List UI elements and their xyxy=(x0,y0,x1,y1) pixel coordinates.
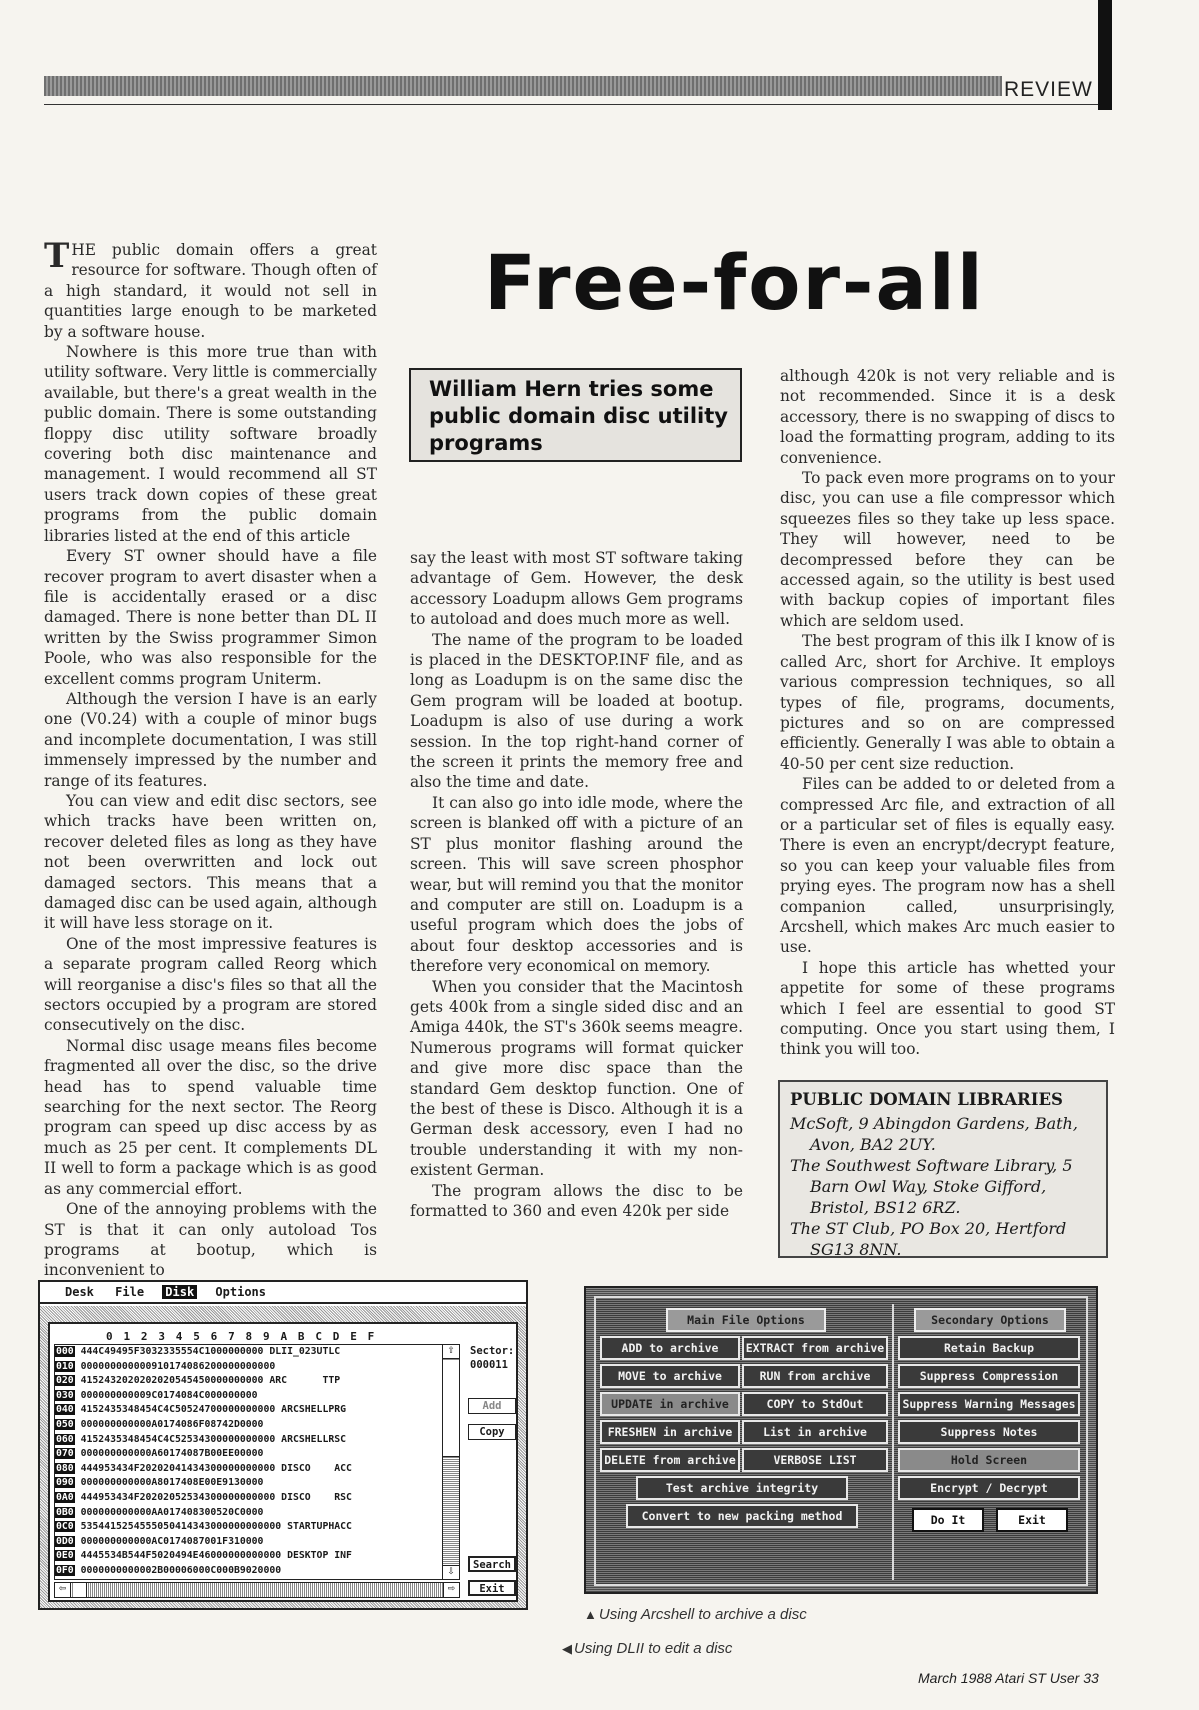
menu-options[interactable]: Options xyxy=(215,1285,266,1299)
hex-bytes: 000000000000AA017408300520C0000 xyxy=(80,1506,264,1518)
hex-bytes: 4445534B544F5020494E46000000000000 xyxy=(80,1550,282,1562)
hex-bytes: 4152432020202020545450000000000 xyxy=(80,1375,264,1387)
paragraph: One of the annoying problems with the ST is that it can only autoload Tos programs at bootup, which is inconvenient to xyxy=(44,1200,377,1280)
verbose-list-button[interactable]: VERBOSE LIST xyxy=(742,1448,888,1472)
drop-cap: T xyxy=(44,236,70,276)
headline: Free-for-all xyxy=(484,238,985,327)
add-to-archive-button[interactable]: ADD to archive xyxy=(600,1336,740,1360)
paragraph: The program allows the disc to be formatted to 360 and even 420k per side xyxy=(410,1181,743,1220)
scroll-down-arrow-icon[interactable]: ⇩ xyxy=(443,1565,459,1579)
hex-bytes: 444953434F20202052534300000000000 xyxy=(80,1491,276,1503)
hex-address: 070 xyxy=(56,1448,74,1460)
paragraph: It can also go into idle mode, where the screen is blanked off with a picture of an ST plus monitor flashing around the screen. This will save screen phosphor wear, but will remind you that the monitor and computer are still on. Loadupm is a useful program which does the jobs of about four desktop accessories and is therefore very economical on memory. xyxy=(410,793,743,976)
paragraph: Files can be added to or deleted from a compressed Arc file, and extraction of all or a particular set of files is equally easy. There is even an encrypt/decrypt feature, so you can keep your valuable files from prying eyes. The program now has a shell companion called, unsurprisingly, Arcshell, which makes Arc much easier to use. xyxy=(780,775,1115,957)
library-entry: The Southwest Software Library, 5 Barn Owl Way, Stoke Gifford, Bristol, BS12 6RZ. xyxy=(790,1156,1073,1217)
retain-backup-button[interactable]: Retain Backup xyxy=(898,1336,1080,1360)
column-1 xyxy=(44,236,377,1281)
move-to-archive-button[interactable]: MOVE to archive xyxy=(600,1364,740,1388)
hex-address: 0C0 xyxy=(56,1521,74,1533)
do-it-button[interactable]: Do It xyxy=(912,1508,984,1532)
hex-row[interactable] xyxy=(55,1462,442,1477)
standfirst: William Hern tries some public domain disc utility programs xyxy=(409,368,742,462)
hex-bytes: 000000000009C0174084C000000000 xyxy=(80,1389,258,1401)
paragraph: Nowhere is this more true than with utility software. Very little is commercially available, but there's a great wealth in the public domain. There is some outstanding floppy disc utility software broadly covering both disc maintenance and management. I would recommend all ST users track down copies of these great programs from the public domain libraries listed at the end of this article xyxy=(44,343,377,545)
scroll-up-arrow-icon[interactable]: ⇧ xyxy=(443,1345,459,1359)
hex-bytes: 444953434F20202041434300000000000 xyxy=(80,1462,276,1474)
hex-address: 030 xyxy=(56,1389,74,1401)
hex-ascii: STARTUPHACC xyxy=(287,1521,352,1533)
arcshell-caption: ▲ Using Arcshell to archive a disc xyxy=(584,1606,807,1623)
paragraph: say the least with most ST software taking advantage of Gem. However, the desk accessory Loadupm allows Gem programs to autoload and does much more as well. xyxy=(410,549,743,629)
menu-file[interactable]: File xyxy=(115,1285,145,1299)
hex-row[interactable] xyxy=(55,1491,442,1506)
arcshell-screenshot xyxy=(584,1286,1098,1594)
hex-address: 060 xyxy=(56,1433,74,1445)
sector-label: Sector: xyxy=(470,1345,515,1357)
libraries-title: PUBLIC DOMAIN LIBRARIES xyxy=(790,1090,1063,1109)
hex-row[interactable] xyxy=(55,1564,442,1579)
hex-bytes: 5354415254555050414343000000000000 xyxy=(80,1521,282,1533)
vertical-scrollbar[interactable] xyxy=(442,1344,460,1580)
hex-address: 000 xyxy=(56,1346,74,1357)
paragraph: You can view and edit disc sectors, see which tracks have been written on, recover deleted files as long as they have not been overwritten and lock out damaged sectors. This means that a damaged disc can be used again, although it will have less storage on it. xyxy=(44,791,377,933)
hex-row[interactable] xyxy=(55,1403,442,1418)
copy-to-stdout-button[interactable]: COPY to StdOut xyxy=(742,1392,888,1416)
convert-packing-method-button[interactable]: Convert to new packing method xyxy=(626,1504,858,1528)
scroll-left-arrow-icon[interactable]: ⇦ xyxy=(55,1583,71,1597)
sector-editor-window xyxy=(48,1322,518,1602)
extract-from-archive-button[interactable]: EXTRACT from archive xyxy=(742,1336,888,1360)
dialog-divider xyxy=(892,1304,894,1580)
paragraph: THE public domain offers a great resource for software. Though often of a high standard, it would not sell in quantities large enough to be marketed by a software house. xyxy=(44,236,377,341)
hex-row[interactable] xyxy=(55,1520,442,1535)
paragraph: The name of the program to be loaded is placed in the DESKTOP.INF file, and as long as Loadupm is on the same disc the Gem program will be loaded at bootup. Loadupm is also of use during a work session. In the top right-hand corner of the screen it prints the memory free and also the time and date. xyxy=(410,630,743,792)
encrypt-decrypt-button[interactable]: Encrypt / Decrypt xyxy=(898,1476,1080,1500)
hex-address: 050 xyxy=(56,1418,74,1430)
section-label: REVIEW xyxy=(1004,78,1093,101)
search-button[interactable]: Search xyxy=(468,1556,516,1572)
library-entry: McSoft, 9 Abingdon Gardens, Bath, Avon, BA2 2UY. xyxy=(790,1114,1078,1154)
hex-row[interactable] xyxy=(55,1535,442,1550)
hex-address: 0E0 xyxy=(56,1550,74,1562)
test-archive-integrity-button[interactable]: Test archive integrity xyxy=(636,1476,848,1500)
sector-value: 000011 xyxy=(470,1359,508,1371)
hex-address: 080 xyxy=(56,1462,74,1474)
header-edge-tab xyxy=(1098,0,1112,110)
hex-row[interactable] xyxy=(55,1433,442,1448)
header-rule xyxy=(44,104,1100,105)
hex-ascii: DESKTOP INF xyxy=(287,1550,352,1562)
hex-row[interactable] xyxy=(55,1345,442,1360)
update-in-archive-button[interactable]: UPDATE in archive xyxy=(600,1392,740,1416)
hex-bytes: 000000000000A8017408E00E9130000 xyxy=(80,1477,264,1489)
column-3 xyxy=(780,366,1115,1060)
freshen-in-archive-button[interactable]: FRESHEN in archive xyxy=(600,1420,740,1444)
hscroll-thumb[interactable] xyxy=(73,1583,87,1597)
copy-button[interactable]: Copy xyxy=(468,1424,516,1440)
suppress-warning-messages-button[interactable]: Suppress Warning Messages xyxy=(898,1392,1080,1416)
menu-disk[interactable]: Disk xyxy=(162,1285,197,1299)
caption-triangle-icon: ▲ xyxy=(584,1607,597,1622)
hex-bytes: 000000000000A0174086F08742D0000 xyxy=(80,1418,264,1430)
hex-row[interactable] xyxy=(55,1389,442,1404)
hex-address: 0A0 xyxy=(56,1491,74,1503)
library-entry: The ST Club, PO Box 20, Hertford SG13 8NN. xyxy=(790,1219,1067,1259)
hex-bytes: 4152435348454C4C52534300000000000 xyxy=(80,1433,276,1445)
run-from-archive-button[interactable]: RUN from archive xyxy=(742,1364,888,1388)
hex-ascii: ARC TTP xyxy=(269,1375,341,1387)
sector-readout xyxy=(470,1344,514,1372)
hex-address: 0B0 xyxy=(56,1506,74,1518)
hex-ascii: DISCO ACC xyxy=(281,1462,352,1474)
hex-row[interactable] xyxy=(55,1447,442,1462)
scroll-right-arrow-icon[interactable]: ⇨ xyxy=(443,1583,459,1597)
column-2 xyxy=(410,548,743,1221)
hex-row[interactable] xyxy=(55,1418,442,1433)
hex-row[interactable] xyxy=(55,1360,442,1375)
hex-row[interactable] xyxy=(55,1374,442,1389)
hex-bytes: 000000000000AC0174087001F310000 xyxy=(80,1535,264,1547)
hex-address: 0F0 xyxy=(56,1564,74,1576)
hex-address: 090 xyxy=(56,1477,74,1489)
arcshell-exit-button[interactable]: Exit xyxy=(996,1508,1068,1532)
paragraph: When you consider that the Macintosh gets 400k from a single sided disc and an Amiga 440k, the ST's 360k seems meagre. Numerous programs will format quicker and give more disc space than the standard Gem desktop function. One of the best of these is Disco. Although it is a German desk accessory, even I had no trouble understanding it with my non-existent German. xyxy=(410,977,743,1180)
libraries-box xyxy=(778,1080,1108,1258)
paragraph: The best program of this ilk I know of is called Arc, short for Archive. It employs various compression techniques, so all types of file, programs, documents, pictures and so on are compressed efficiently. Generally I was able to obtain a 40-50 per cent size reduction. xyxy=(780,632,1115,773)
delete-from-archive-button[interactable]: DELETE from archive xyxy=(600,1448,740,1472)
hex-ascii: DISCO RSC xyxy=(281,1491,352,1503)
suppress-compression-button[interactable]: Suppress Compression xyxy=(898,1364,1080,1388)
hex-address: 0D0 xyxy=(56,1535,74,1547)
suppress-notes-button[interactable]: Suppress Notes xyxy=(898,1420,1080,1444)
list-in-archive-button[interactable]: List in archive xyxy=(742,1420,888,1444)
hold-screen-button[interactable]: Hold Screen xyxy=(898,1448,1080,1472)
paragraph: Normal disc usage means files become fragmented all over the disc, so the drive head has to spend valuable time searching for the next sector. The Reorg program can speed up disc access by as much as 25 per cent. It complements DL II well to form a package which is as good as any commercial effort. xyxy=(44,1036,377,1198)
arcshell-dialog xyxy=(594,1296,1088,1586)
dl2-menubar xyxy=(40,1282,526,1304)
dl2-caption: ◀ Using DLII to edit a disc xyxy=(562,1640,733,1657)
hex-bytes: 444C49495F3032335554C1000000000 xyxy=(80,1346,264,1357)
caption-arrow-icon: ◀ xyxy=(562,1641,572,1656)
scroll-thumb[interactable] xyxy=(443,1361,459,1457)
hex-row[interactable] xyxy=(55,1476,442,1491)
paragraph: Every ST owner should have a file recover program to avert disaster when a file is accidentally erased or a disc damaged. There is none better than DL II written by the Swiss programmer Simon Poole, who was also responsible for the excellent comms program Uniterm. xyxy=(44,547,377,688)
paragraph: One of the most impressive features is a separate program called Reorg which will reorganise a disc's files so that all the sectors occupied by a program are stored consecutively on the disc. xyxy=(44,934,377,1035)
paragraph: To pack even more programs on to your disc, you can use a file compressor which squeezes files so they take up less space. They will however, need to be decompressed before they can be accessed again, so the utility is best used with backup copies of important files which are seldom used. xyxy=(780,469,1115,630)
hex-bytes: 000000000000A60174087B00EE00000 xyxy=(80,1448,264,1460)
hex-row[interactable] xyxy=(55,1549,442,1564)
hex-address: 040 xyxy=(56,1404,74,1416)
page-footer: March 1988 Atari ST User 33 xyxy=(918,1670,1099,1686)
dl2-screenshot xyxy=(38,1280,528,1610)
horizontal-scrollbar[interactable] xyxy=(54,1582,460,1598)
secondary-options-header: Secondary Options xyxy=(914,1308,1066,1332)
hex-ascii: ARCSHELLRSC xyxy=(281,1433,347,1445)
hex-column-header: 0 1 2 3 4 5 6 7 8 9 A B C D E F xyxy=(106,1330,377,1343)
hex-bytes: 0000000000002B00006000C000B9020000 xyxy=(80,1564,282,1576)
exit-button[interactable]: Exit xyxy=(468,1580,516,1596)
hex-row[interactable] xyxy=(55,1506,442,1521)
header-bar xyxy=(44,76,1002,96)
hex-ascii: DLII_023UTLC xyxy=(269,1346,341,1357)
paragraph: I hope this article has whetted your appetite for some of these programs which I feel are essential to good ST computing. Once you start using them, I think you will too. xyxy=(780,958,1115,1059)
paragraph: Although the version I have is an early one (V0.24) with a couple of minor bugs and incomplete documentation, I was still immensely impressed by the number and range of its features. xyxy=(44,689,377,790)
hex-ascii: ARCSHELLPRG xyxy=(281,1404,347,1416)
add-button[interactable]: Add xyxy=(468,1398,516,1414)
hex-address: 010 xyxy=(56,1360,74,1372)
paragraph: although 420k is not very reliable and is not recommended. Since it is a desk accessory, there is no swapping of discs to load the formatting program, adding to its convenience. xyxy=(780,367,1115,467)
hex-address: 020 xyxy=(56,1375,74,1387)
menu-desk[interactable]: Desk xyxy=(65,1285,94,1299)
hex-bytes: 000000000000910174086200000000000 xyxy=(80,1360,276,1372)
hex-bytes: 4152435348454C4C50524700000000000 xyxy=(80,1404,276,1416)
hex-dump[interactable] xyxy=(54,1344,442,1580)
main-options-header: Main File Options xyxy=(666,1308,826,1332)
